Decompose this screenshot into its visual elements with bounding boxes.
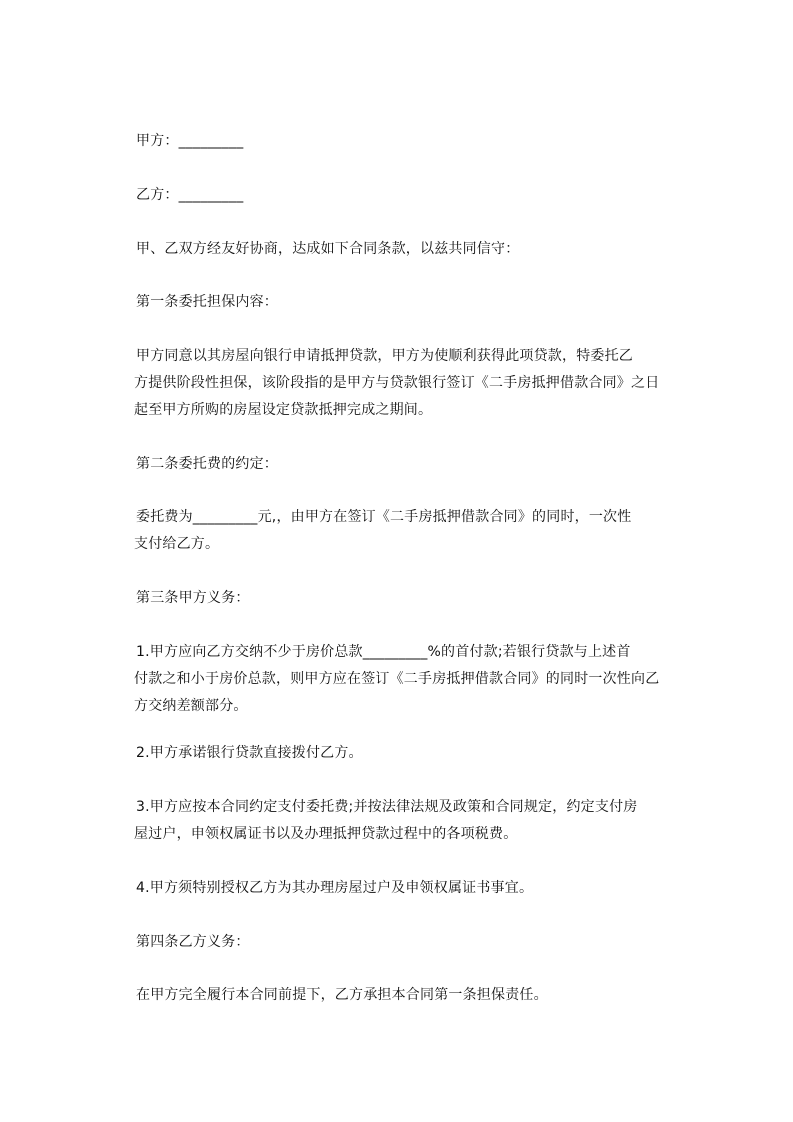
article3-item3-line-1: 3.甲方应按本合同约定支付委托费;并按法律法规及政策和合同规定，约定支付房 bbox=[136, 799, 638, 815]
article1-line-2: 方提供阶段性担保，该阶段指的是甲方与贷款银行签订《二手房抵押借款合同》之日 bbox=[134, 375, 660, 391]
article2-line-2: 支付给乙方。 bbox=[134, 536, 220, 552]
article3-heading: 第三条甲方义务： bbox=[136, 590, 250, 606]
article3-item1-line-2: 付款之和小于房价总款，则甲方应在签订《二手房抵押借款合同》的同时一次性向乙 bbox=[134, 671, 660, 687]
article3-item1-line-1: 1.甲方应向乙方交纳不少于房价总款_________%的首付款;若银行贷款与上述首 bbox=[136, 644, 631, 660]
article2-line-1: 委托费为_________元,，由甲方在签订《二手房抵押借款合同》的同时，一次性 bbox=[136, 509, 632, 525]
article3-item2: 2.甲方承诺银行贷款直接拨付乙方。 bbox=[136, 745, 363, 761]
article4-heading: 第四条乙方义务： bbox=[136, 934, 250, 950]
intro-paragraph: 甲、乙双方经友好协商，达成如下合同条款，以兹共同信守： bbox=[136, 241, 520, 257]
article3-item1-line-3: 方交纳差额部分。 bbox=[134, 698, 248, 714]
article1-line-3: 起至甲方所购的房屋设定贷款抵押完成之期间。 bbox=[134, 402, 433, 418]
article1-line-1: 甲方同意以其房屋向银行申请抵押贷款，甲方为使顺利获得此项贷款，特委托乙 bbox=[136, 348, 633, 364]
article2-heading: 第二条委托费的约定： bbox=[136, 456, 278, 472]
party-b-line: 乙方：_________ bbox=[136, 187, 244, 203]
article3-item3-line-2: 屋过户，申领权属证书以及办理抵押贷款过程中的各项税费。 bbox=[134, 826, 518, 842]
article1-heading: 第一条委托担保内容： bbox=[136, 294, 278, 310]
party-a-line: 甲方：_________ bbox=[136, 133, 244, 149]
article3-item4: 4.甲方须特别授权乙方为其办理房屋过户及申领权属证书事宜。 bbox=[136, 880, 534, 896]
article4-text: 在甲方完全履行本合同前提下，乙方承担本合同第一条担保责任。 bbox=[136, 987, 548, 1003]
